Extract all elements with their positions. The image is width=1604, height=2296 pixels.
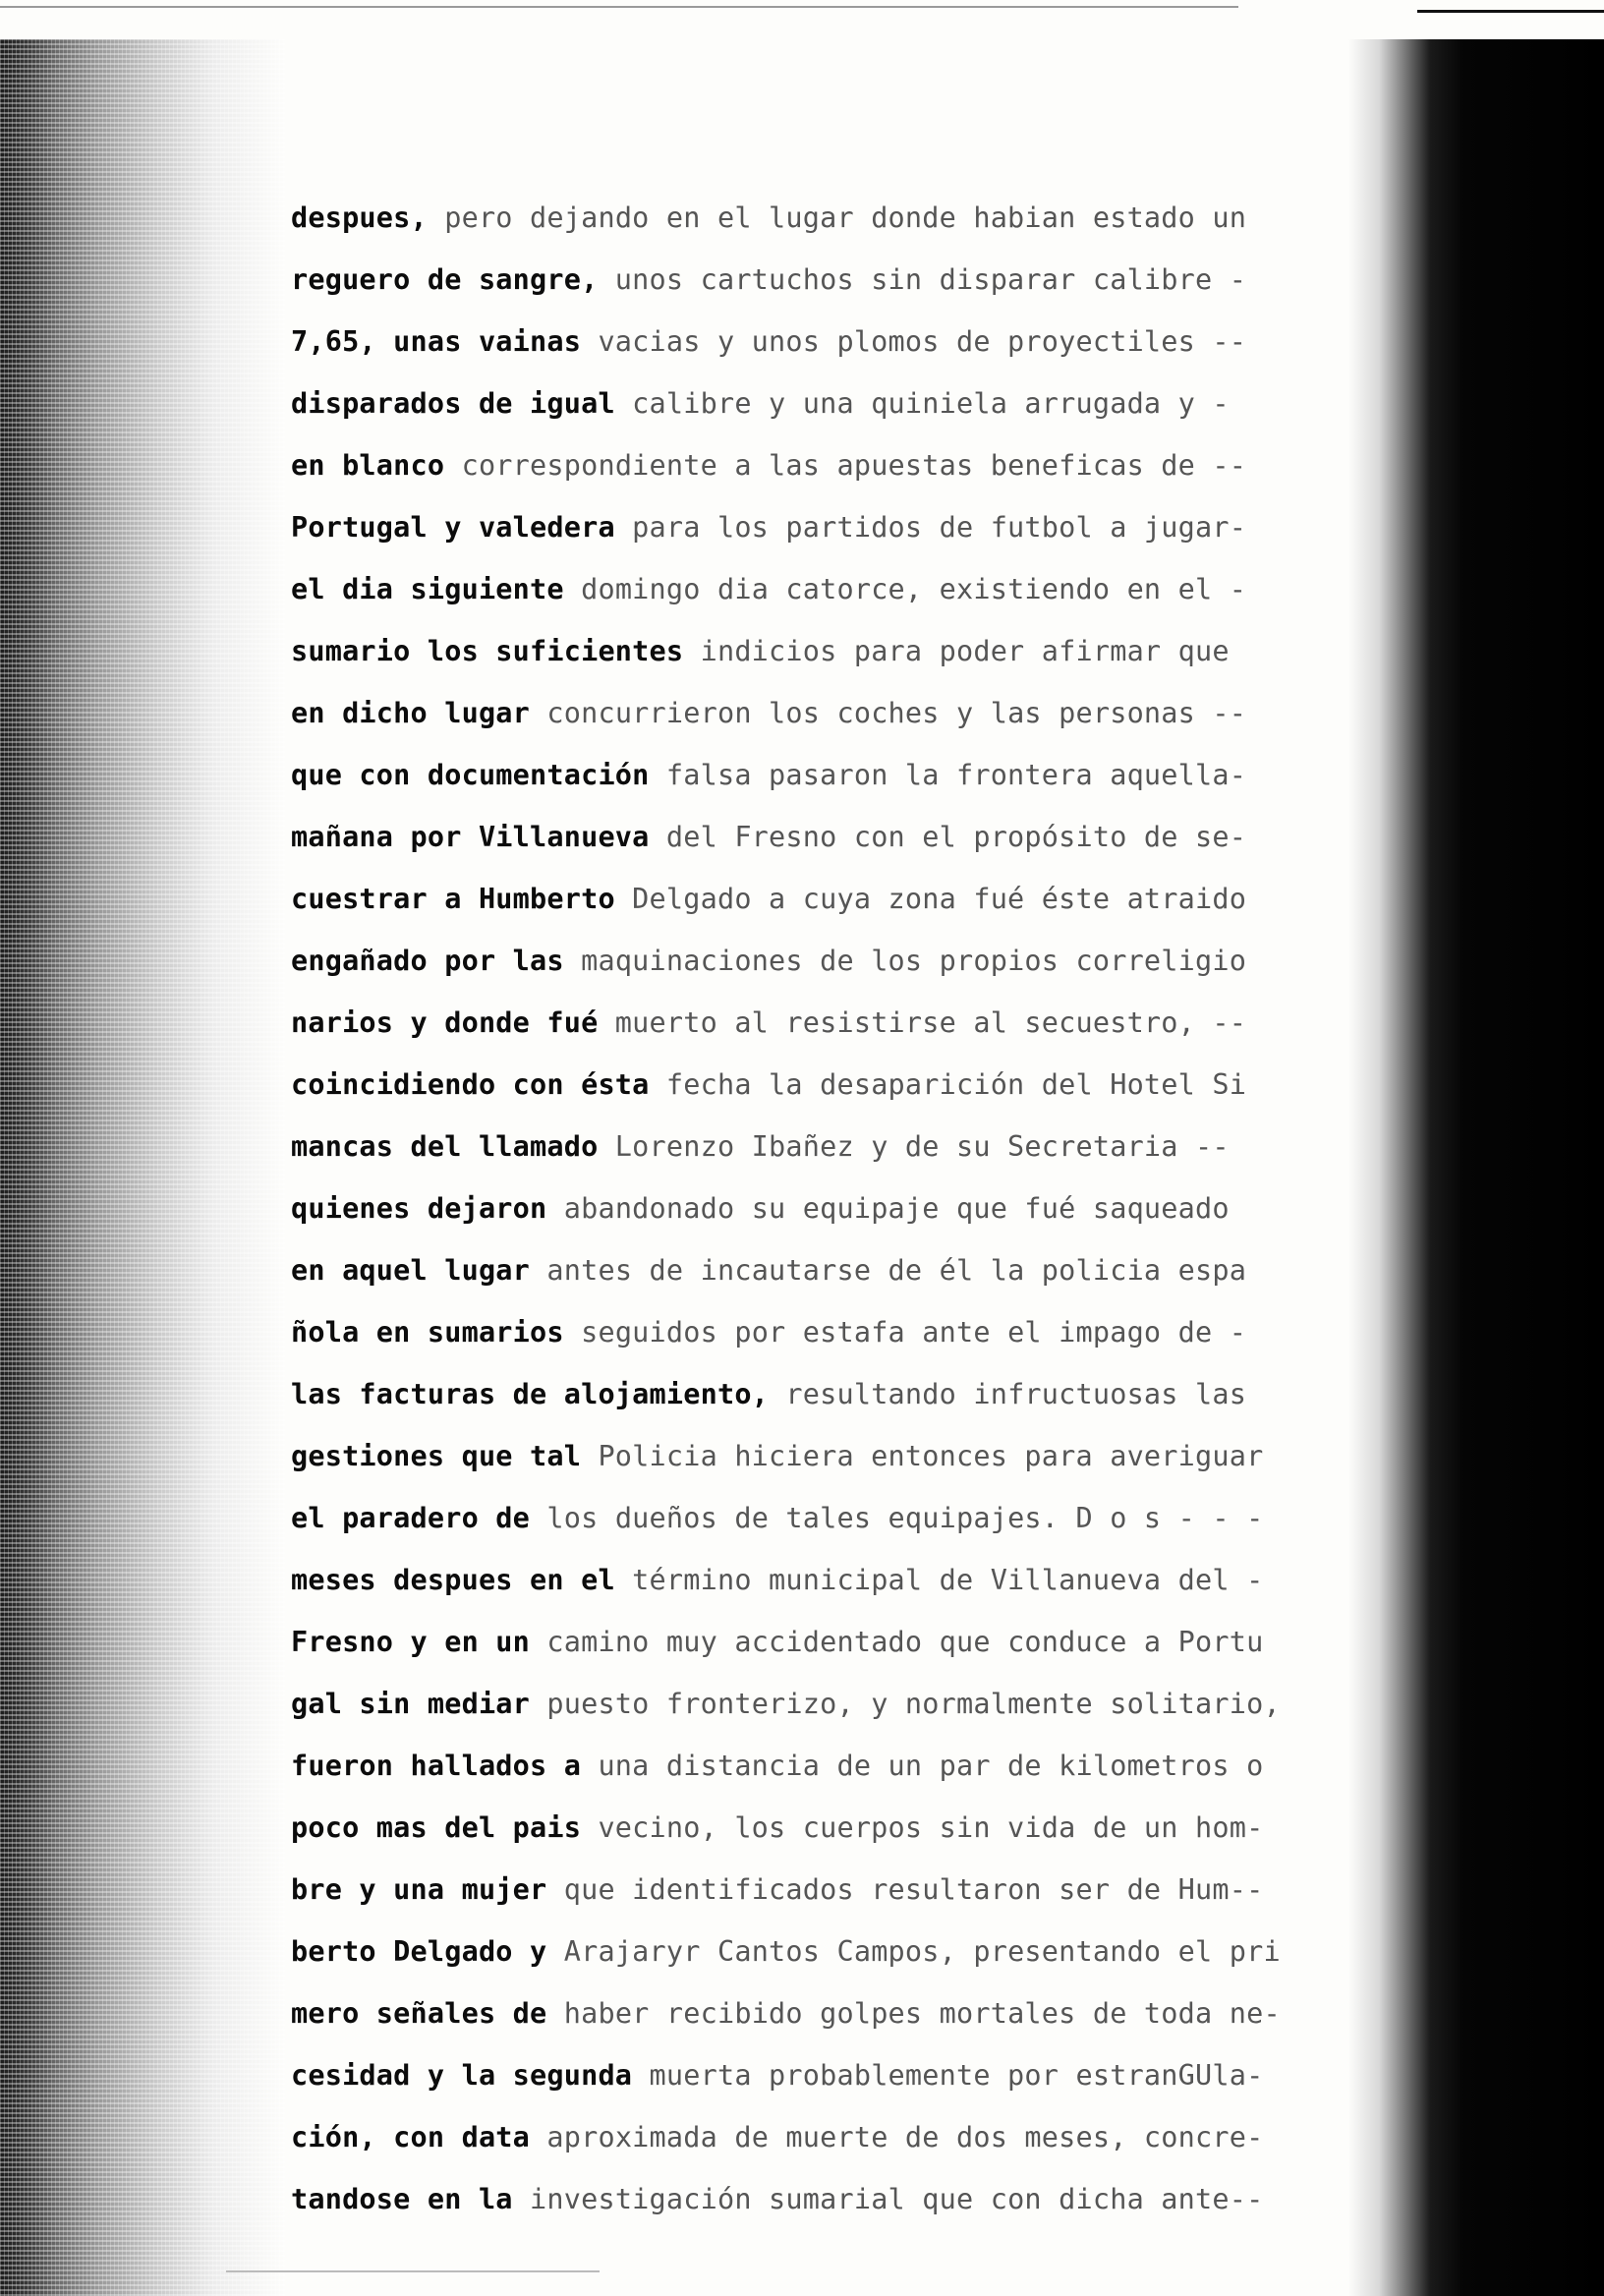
text-line: meses despues en el término municipal de Villanueva del - [291,1564,1264,1596]
text-line: fueron hallados a una distancia de un par de kilometros o [291,1750,1264,1782]
text-line: quienes dejaron abandonado su equipaje que fué saqueado [291,1192,1230,1225]
top-right-scan-edge [1417,10,1604,13]
top-scan-edge [0,6,1238,8]
text-line: el dia siguiente domingo dia catorce, existiendo en el - [291,573,1247,605]
text-line: berto Delgado y Arajaryr Cantos Campos, presentando el pri [291,1935,1281,1968]
typewritten-text-body [291,187,1338,2230]
left-scan-shadow [0,39,285,2296]
text-line: en dicho lugar concurrieron los coches y las personas -- [291,697,1247,729]
text-line: 7,65, unas vainas vacias y unos plomos de proyectiles -- [291,325,1247,358]
text-line: mancas del llamado Lorenzo Ibañez y de su Secretaria -- [291,1130,1230,1163]
bottom-scan-edge [226,2270,600,2272]
text-line: gal sin mediar puesto fronterizo, y normalmente solitario, [291,1688,1281,1720]
text-line: cuestrar a Humberto Delgado a cuya zona fué éste atraido [291,883,1247,915]
text-line: reguero de sangre, unos cartuchos sin disparar calibre - [291,263,1247,296]
text-line: mañana por Villanueva del Fresno con el propósito de se- [291,821,1247,853]
text-line: despues, pero dejando en el lugar donde habian estado un [291,201,1247,234]
text-line: bre y una mujer que identificados resultaron ser de Hum-- [291,1873,1264,1906]
text-line: mero señales de haber recibido golpes mortales de toda ne- [291,1997,1281,2030]
text-line: las facturas de alojamiento, resultando infructuosas las [291,1378,1247,1410]
text-line: sumario los suficientes indicios para poder afirmar que [291,635,1230,667]
right-scan-shadow [1348,39,1604,2296]
text-line: Portugal y valedera para los partidos de futbol a jugar- [291,511,1247,544]
text-line: en aquel lugar antes de incautarse de él la policia espa [291,1254,1247,1287]
text-line: en blanco correspondiente a las apuestas beneficas de -- [291,449,1247,482]
text-line: tandose en la investigación sumarial que con dicha ante-- [291,2183,1264,2215]
text-line: poco mas del pais vecino, los cuerpos sin vida de un hom- [291,1811,1264,1844]
text-line: gestiones que tal Policia hiciera entonces para averiguar [291,1440,1264,1472]
text-line: cesidad y la segunda muerta probablemente por estranGUla- [291,2059,1264,2092]
text-line: narios y donde fué muerto al resistirse al secuestro, -- [291,1006,1247,1039]
text-line: engañado por las maquinaciones de los propios correligio [291,945,1247,977]
text-line: ñola en sumarios seguidos por estafa ante el impago de - [291,1316,1247,1349]
text-line: que con documentación falsa pasaron la frontera aquella- [291,759,1247,791]
text-line: Fresno y en un camino muy accidentado que conduce a Portu [291,1626,1264,1658]
text-line: ción, con data aproximada de muerte de dos meses, concre- [291,2121,1264,2153]
text-line: coincidiendo con ésta fecha la desaparición del Hotel Si [291,1068,1247,1101]
text-line: disparados de igual calibre y una quiniela arrugada y - [291,387,1230,420]
text-line: el paradero de los dueños de tales equipajes. D o s - - - [291,1502,1264,1534]
